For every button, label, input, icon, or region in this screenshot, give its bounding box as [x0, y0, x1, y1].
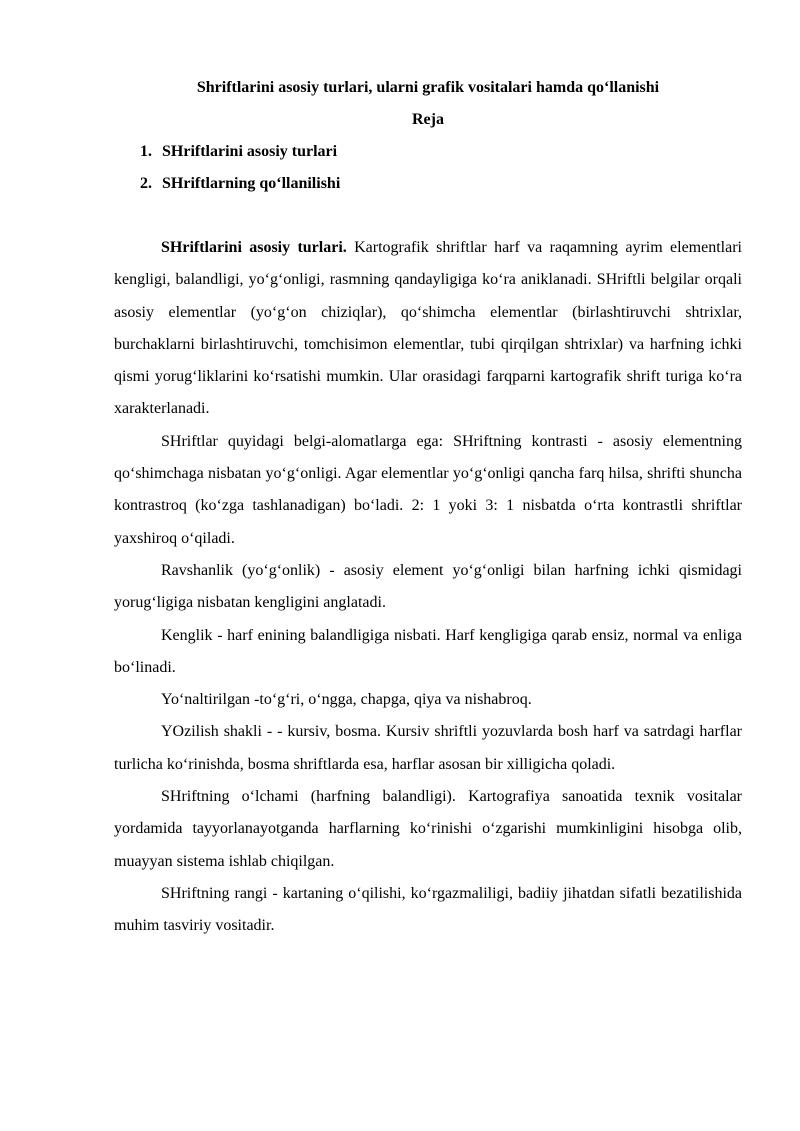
plan-item: [114, 136, 742, 168]
document-title: Shriftlarini asosiy turlari, ularni grafik vositalari hamda qo‘llanishi: [196, 79, 660, 96]
document-page: [114, 72, 742, 943]
plan-item-number: 2.: [140, 175, 152, 192]
body-paragraph: SHriftlar quyidagi belgi-alomatlarga ega: SHriftning kontrasti - asosiy elementning qo‘shimchaga nisbatan yo‘g‘onligi. Agar elementlar yo‘g‘onligi qancha farq hilsa, shrifti shuncha kontrastroq (ko‘zga tashlanadigan) bo‘ladi. 2: 1 yoki 3: 1 nisbatda o‘rta kontrastli shriftlar yaxshiroq o‘qiladi.: [114, 432, 742, 547]
body-paragraph: Ravshanlik (yo‘g‘onlik) - asosiy element yo‘g‘onligi bilan harfning ichki qismidagi yorug‘ligiga nisbatan kengligini anglatadi.: [114, 561, 742, 612]
plan-item-text: SHriftlarini asosiy turlari: [162, 143, 338, 160]
plan-item-number: 1.: [140, 143, 152, 160]
spacer: [114, 200, 742, 232]
body-paragraph: SHriftning rangi - kartaning o‘qilishi, ko‘rgazmaliligi, badiiy jihatdan sifatli bezatilishida muhim tasviriy vositadir.: [114, 884, 742, 935]
body-paragraph: YOzilish shakli - - kursiv, bosma. Kursiv shriftli yozuvlarda bosh harf va satrdagi harflar turlicha ko‘rinishda, bosma shriftlarda esa, harflar asosan bir xilligicha qoladi.: [114, 723, 742, 773]
plan-item: [114, 168, 742, 200]
body-paragraph: Yo‘naltirilgan -to‘g‘ri, o‘ngga, chapga, qiya va nishabroq.: [161, 691, 532, 709]
body-paragraph: Kenglik - harf enining balandligiga nisbati. Harf kengligiga qarab ensiz, normal va enliga bo‘linadi.: [114, 626, 742, 676]
document-subtitle: Reja: [412, 111, 444, 128]
body-paragraph: [114, 232, 742, 426]
body-paragraph: SHriftning o‘lchami (harfning balandligi). Kartografiya sanoatida texnik vositalar yordamida tayyorlanayotganda harflarning ko‘rinishi o‘zgarishi mumkinligini hisobga olib, muayyan sistema ishlab chiqilgan.: [114, 788, 742, 870]
paragraph-lead: SHriftlarini asosiy turlari.: [161, 239, 347, 256]
paragraph-text: Kartografik shriftlar harf va raqamning ayrim elementlari kengligi, balandligi, yo‘g‘onligi, rasmning qandayligiga ko‘ra aniklanadi. SHriftli belgilar orqali asosiy elementlar (yo‘g‘on chiziqlar), qo‘shimcha elementlar (birlashtiruvchi shtrixlar, burchaklarni birlashtiruvchi, tomchisimon elementlar, tubi qirqilgan shtrixlar) va harfning ichki qismi yorug‘liklarini ko‘rsatishi mumkin. Ular orasidagi farqparni kartografik shrift turiga ko‘ra xarakterlanadi.: [114, 239, 742, 418]
plan-item-text: SHriftlarning qo‘llanilishi: [162, 175, 341, 192]
plan-list: [114, 136, 742, 200]
